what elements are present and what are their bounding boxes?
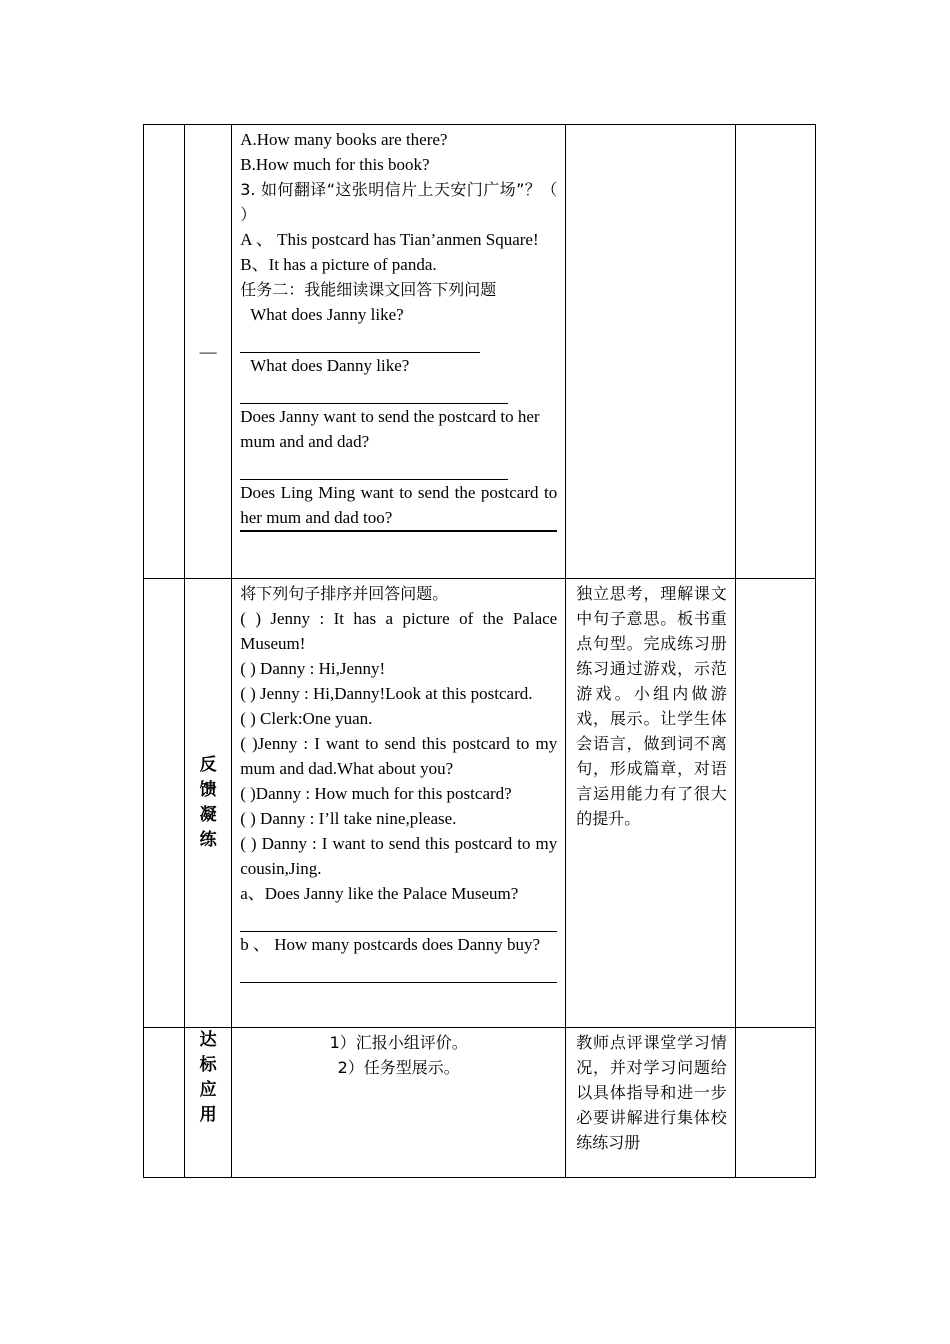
answer-blank[interactable] bbox=[240, 906, 557, 932]
q3-option-b: B、It has a picture of panda. bbox=[240, 255, 437, 274]
dialogue-sentence: ( ) Danny : I’ll take nine,please. bbox=[240, 809, 457, 828]
option-b-text: B.How much for this book? bbox=[240, 155, 430, 174]
dialogue-sentence: ( )Danny : How much for this postcard? bbox=[240, 784, 512, 803]
dialogue-sentence: ( ) Danny : Hi,Jenny! bbox=[240, 659, 386, 678]
task-content-cell bbox=[232, 1028, 566, 1178]
remarks-cell bbox=[735, 125, 815, 579]
notes-cell bbox=[566, 125, 736, 579]
remarks-cell bbox=[735, 579, 815, 1028]
col1-cell bbox=[144, 579, 185, 1028]
dialogue-sentence: ( ) Jenny : It has a picture of the Palace Museum! bbox=[240, 609, 558, 653]
lesson-plan-table bbox=[143, 124, 816, 1178]
task-content-cell bbox=[232, 125, 566, 579]
question-janny-send: Does Janny want to send the postcard to her mum and and dad? bbox=[240, 407, 540, 451]
question-b: b 、 How many postcards does Danny buy? bbox=[240, 935, 541, 954]
option-a-text: A.How many books are there? bbox=[240, 130, 448, 149]
label-char: 练 bbox=[199, 830, 217, 850]
col2-cell bbox=[185, 125, 232, 579]
dialogue-sentence: ( )Jenny : I want to send this postcard to my mum and dad.What about you? bbox=[240, 734, 558, 778]
notes-cell bbox=[566, 1028, 736, 1178]
table-row bbox=[144, 579, 816, 1028]
question-janny-like: What does Janny like? bbox=[250, 305, 404, 324]
label-char: 反 bbox=[199, 755, 217, 775]
dialogue-sentence: ( ) Jenny : Hi,Danny!Look at this postcard. bbox=[240, 684, 533, 703]
table-row bbox=[144, 125, 816, 579]
teaching-notes: 教师点评课堂学习情况，并对学习问题给以具体指导和进一步必要讲解进行集体校练练习册 bbox=[576, 1033, 727, 1152]
task-content-cell bbox=[232, 579, 566, 1028]
col1-cell bbox=[144, 125, 185, 579]
question-a: a、Does Janny like the Palace Museum? bbox=[240, 884, 519, 903]
stage-label-application bbox=[185, 1028, 232, 1178]
answer-blank[interactable] bbox=[240, 378, 508, 404]
dash-mark: — bbox=[199, 342, 217, 361]
question-danny-like: What does Danny like? bbox=[250, 356, 410, 375]
question-lingming-send: Does Ling Ming want to send the postcard to her mum and dad too? bbox=[240, 480, 557, 532]
table-row bbox=[144, 1028, 816, 1178]
label-char: 馈 bbox=[199, 780, 217, 800]
question-3-text: 3. 如何翻译“这张明信片上天安门广场”？（ ） bbox=[240, 180, 558, 224]
label-char: 达 bbox=[199, 1030, 217, 1050]
label-char: 标 bbox=[199, 1055, 217, 1075]
task-two-heading: 任务二：我能细读课文回答下列问题 bbox=[240, 280, 497, 299]
teaching-notes: 独立思考，理解课文中句子意思。板书重点句型。完成练习册练习通过游戏，示范游戏。小组内做游戏，展示。让学生体会语言，做到词不离句，形成篇章，对语言运用能力有了很大的提升。 bbox=[576, 584, 727, 828]
remarks-cell bbox=[735, 1028, 815, 1178]
answer-blank[interactable] bbox=[240, 957, 557, 983]
application-item: 1）汇报小组评价。 bbox=[329, 1033, 468, 1052]
application-item: 2）任务型展示。 bbox=[337, 1058, 460, 1077]
label-char: 应 bbox=[199, 1080, 217, 1100]
label-char: 用 bbox=[199, 1105, 217, 1125]
answer-blank[interactable] bbox=[240, 454, 508, 480]
dialogue-sentence: ( ) Clerk:One yuan. bbox=[240, 709, 373, 728]
answer-blank[interactable] bbox=[240, 327, 480, 353]
q3-option-a: A 、 This postcard has Tian’anmen Square! bbox=[240, 230, 539, 249]
dialogue-sentence: ( ) Danny : I want to send this postcard to my cousin,Jing. bbox=[240, 834, 558, 878]
stage-label-feedback bbox=[185, 579, 232, 1028]
ordering-instruction: 将下列句子排序并回答问题。 bbox=[240, 584, 449, 603]
label-char: 凝 bbox=[199, 805, 217, 825]
notes-cell bbox=[566, 579, 736, 1028]
col1-cell bbox=[144, 1028, 185, 1178]
